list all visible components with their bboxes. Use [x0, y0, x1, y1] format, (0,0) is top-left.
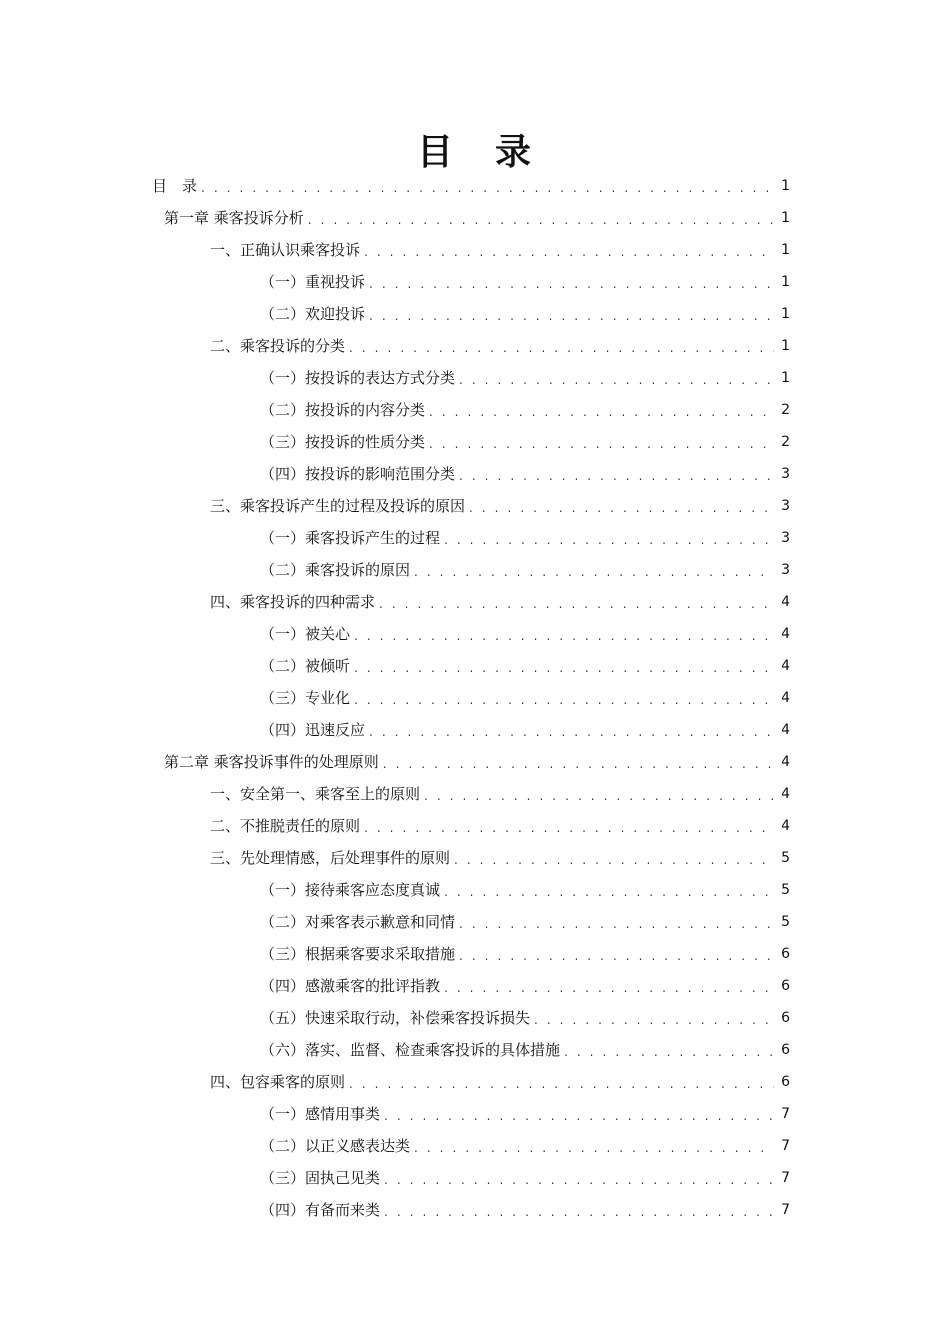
toc-entry[interactable] [152, 1194, 790, 1226]
toc-entry-label: （三）固执己见类 [260, 1169, 381, 1187]
toc-entry[interactable] [152, 554, 790, 586]
toc-entry[interactable] [152, 522, 790, 554]
toc-entry-page-number: 1 [781, 242, 790, 258]
toc-entry[interactable] [152, 266, 790, 298]
toc-entry[interactable] [152, 1002, 790, 1034]
toc-entry-label: 一、安全第一、乘客至上的原则 [210, 785, 421, 803]
toc-entry[interactable] [152, 1034, 790, 1066]
toc-dot-leader [564, 1036, 774, 1068]
toc-dot-leader [383, 748, 774, 780]
table-of-contents [152, 170, 790, 1226]
toc-entry-page-number: 7 [781, 1106, 790, 1122]
title-char-1: 目 [416, 131, 455, 174]
toc-dot-leader [459, 460, 774, 492]
toc-dot-leader [414, 556, 774, 588]
toc-entry-page-number: 1 [781, 306, 790, 322]
toc-entry[interactable] [152, 426, 790, 458]
toc-entry-page-number: 6 [781, 946, 790, 962]
toc-dot-leader [444, 972, 774, 1004]
toc-entry-label: 第一章 乘客投诉分析 [164, 209, 304, 227]
toc-entry-label: 四、乘客投诉的四种需求 [210, 593, 376, 611]
toc-entry-page-number: 3 [781, 498, 790, 514]
toc-entry[interactable] [152, 1066, 790, 1098]
toc-entry-label: （一）被关心 [260, 625, 351, 643]
toc-entry-label: （五）快速采取行动，补偿乘客投诉损失 [260, 1009, 531, 1027]
toc-entry-label: （一）按投诉的表达方式分类 [260, 369, 456, 387]
toc-dot-leader [354, 684, 774, 716]
toc-dot-leader [308, 204, 774, 236]
toc-entry[interactable] [152, 170, 790, 202]
title-char-2: 录 [495, 131, 534, 174]
toc-entry-label: （三）根据乘客要求采取措施 [260, 945, 456, 963]
toc-dot-leader [384, 1164, 774, 1196]
toc-dot-leader [354, 620, 774, 652]
toc-entry-page-number: 6 [781, 1010, 790, 1026]
toc-entry-label: （四）迅速反应 [260, 721, 366, 739]
toc-entry-label: （三）专业化 [260, 689, 351, 707]
page-title [0, 124, 950, 175]
toc-entry-page-number: 1 [781, 370, 790, 386]
toc-entry-page-number: 4 [781, 690, 790, 706]
toc-dot-leader [469, 492, 774, 524]
toc-entry-label: （二）乘客投诉的原因 [260, 561, 411, 579]
toc-dot-leader [354, 652, 774, 684]
toc-dot-leader [384, 1100, 774, 1132]
toc-entry-page-number: 6 [781, 978, 790, 994]
toc-entry[interactable] [152, 202, 790, 234]
toc-dot-leader [201, 172, 774, 204]
toc-entry-label: （二）被倾听 [260, 657, 351, 675]
toc-dot-leader [364, 236, 774, 268]
toc-entry[interactable] [152, 1130, 790, 1162]
toc-entry-page-number: 6 [781, 1042, 790, 1058]
toc-entry-page-number: 5 [781, 882, 790, 898]
toc-dot-leader [414, 1132, 774, 1164]
toc-entry-label: （二）欢迎投诉 [260, 305, 366, 323]
toc-entry-page-number: 1 [781, 178, 790, 194]
toc-dot-leader [369, 300, 774, 332]
toc-entry[interactable] [152, 714, 790, 746]
toc-entry-label: 三、乘客投诉产生的过程及投诉的原因 [210, 497, 466, 515]
toc-entry[interactable] [152, 1098, 790, 1130]
toc-entry-page-number: 2 [781, 434, 790, 450]
toc-entry[interactable] [152, 234, 790, 266]
toc-entry[interactable] [152, 394, 790, 426]
toc-dot-leader [454, 844, 774, 876]
toc-entry-page-number: 1 [781, 274, 790, 290]
toc-entry-page-number: 5 [781, 850, 790, 866]
toc-entry-page-number: 7 [781, 1138, 790, 1154]
toc-entry-label: （一）乘客投诉产生的过程 [260, 529, 441, 547]
toc-dot-leader [349, 332, 774, 364]
toc-entry-page-number: 1 [781, 338, 790, 354]
toc-entry[interactable] [152, 810, 790, 842]
toc-entry-label: （六）落实、监督、检查乘客投诉的具体措施 [260, 1041, 561, 1059]
toc-entry[interactable] [152, 618, 790, 650]
toc-entry[interactable] [152, 490, 790, 522]
toc-entry-label: 二、不推脱责任的原则 [210, 817, 361, 835]
toc-entry-page-number: 5 [781, 914, 790, 930]
toc-entry-label: （一）接待乘客应态度真诚 [260, 881, 441, 899]
toc-dot-leader [369, 716, 774, 748]
toc-entry-label: （四）有备而来类 [260, 1201, 381, 1219]
toc-entry[interactable] [152, 298, 790, 330]
toc-entry-page-number: 3 [781, 466, 790, 482]
toc-entry-label: （二）对乘客表示歉意和同情 [260, 913, 456, 931]
toc-entry-page-number: 2 [781, 402, 790, 418]
toc-dot-leader [459, 908, 774, 940]
toc-entry-label: 一、正确认识乘客投诉 [210, 241, 361, 259]
toc-dot-leader [364, 812, 774, 844]
toc-dot-leader [534, 1004, 774, 1036]
toc-entry-page-number: 4 [781, 658, 790, 674]
toc-entry-label: （二）以正义感表达类 [260, 1137, 411, 1155]
toc-entry[interactable] [152, 650, 790, 682]
toc-entry-page-number: 4 [781, 786, 790, 802]
toc-entry[interactable] [152, 362, 790, 394]
toc-entry-page-number: 4 [781, 722, 790, 738]
toc-entry-label: 目 录 [152, 177, 198, 195]
toc-entry[interactable] [152, 906, 790, 938]
toc-entry-label: （三）按投诉的性质分类 [260, 433, 426, 451]
toc-entry-page-number: 3 [781, 562, 790, 578]
toc-dot-leader [459, 364, 774, 396]
toc-entry[interactable] [152, 1162, 790, 1194]
toc-entry-label: 三、先处理情感，后处理事件的原则 [210, 849, 451, 867]
toc-entry[interactable] [152, 330, 790, 362]
toc-dot-leader [459, 940, 774, 972]
toc-entry-label: （四）感激乘客的批评指教 [260, 977, 441, 995]
toc-entry-page-number: 1 [781, 210, 790, 226]
toc-dot-leader [384, 1196, 774, 1228]
toc-entry-label: （一）重视投诉 [260, 273, 366, 291]
toc-entry-page-number: 3 [781, 530, 790, 546]
toc-entry-label: 第二章 乘客投诉事件的处理原则 [164, 753, 379, 771]
toc-entry-page-number: 6 [781, 1074, 790, 1090]
toc-entry[interactable] [152, 778, 790, 810]
toc-dot-leader [444, 524, 774, 556]
toc-dot-leader [369, 268, 774, 300]
toc-entry-page-number: 4 [781, 818, 790, 834]
toc-dot-leader [429, 428, 774, 460]
toc-entry-label: （二）按投诉的内容分类 [260, 401, 426, 419]
toc-entry[interactable] [152, 938, 790, 970]
toc-dot-leader [379, 588, 774, 620]
toc-dot-leader [349, 1068, 774, 1100]
toc-entry[interactable] [152, 874, 790, 906]
toc-entry[interactable] [152, 746, 790, 778]
toc-entry[interactable] [152, 682, 790, 714]
toc-entry-page-number: 4 [781, 626, 790, 642]
toc-entry-page-number: 4 [781, 594, 790, 610]
toc-entry[interactable] [152, 586, 790, 618]
toc-entry-label: （四）按投诉的影响范围分类 [260, 465, 456, 483]
toc-dot-leader [429, 396, 774, 428]
toc-entry-label: 四、包容乘客的原则 [210, 1073, 346, 1091]
toc-entry-label: （一）感情用事类 [260, 1105, 381, 1123]
toc-entry-page-number: 7 [781, 1202, 790, 1218]
toc-entry[interactable] [152, 970, 790, 1002]
toc-dot-leader [424, 780, 774, 812]
toc-entry-label: 二、乘客投诉的分类 [210, 337, 346, 355]
toc-dot-leader [444, 876, 774, 908]
toc-entry-page-number: 4 [781, 754, 790, 770]
toc-entry-page-number: 7 [781, 1170, 790, 1186]
toc-entry[interactable] [152, 458, 790, 490]
toc-entry[interactable] [152, 842, 790, 874]
